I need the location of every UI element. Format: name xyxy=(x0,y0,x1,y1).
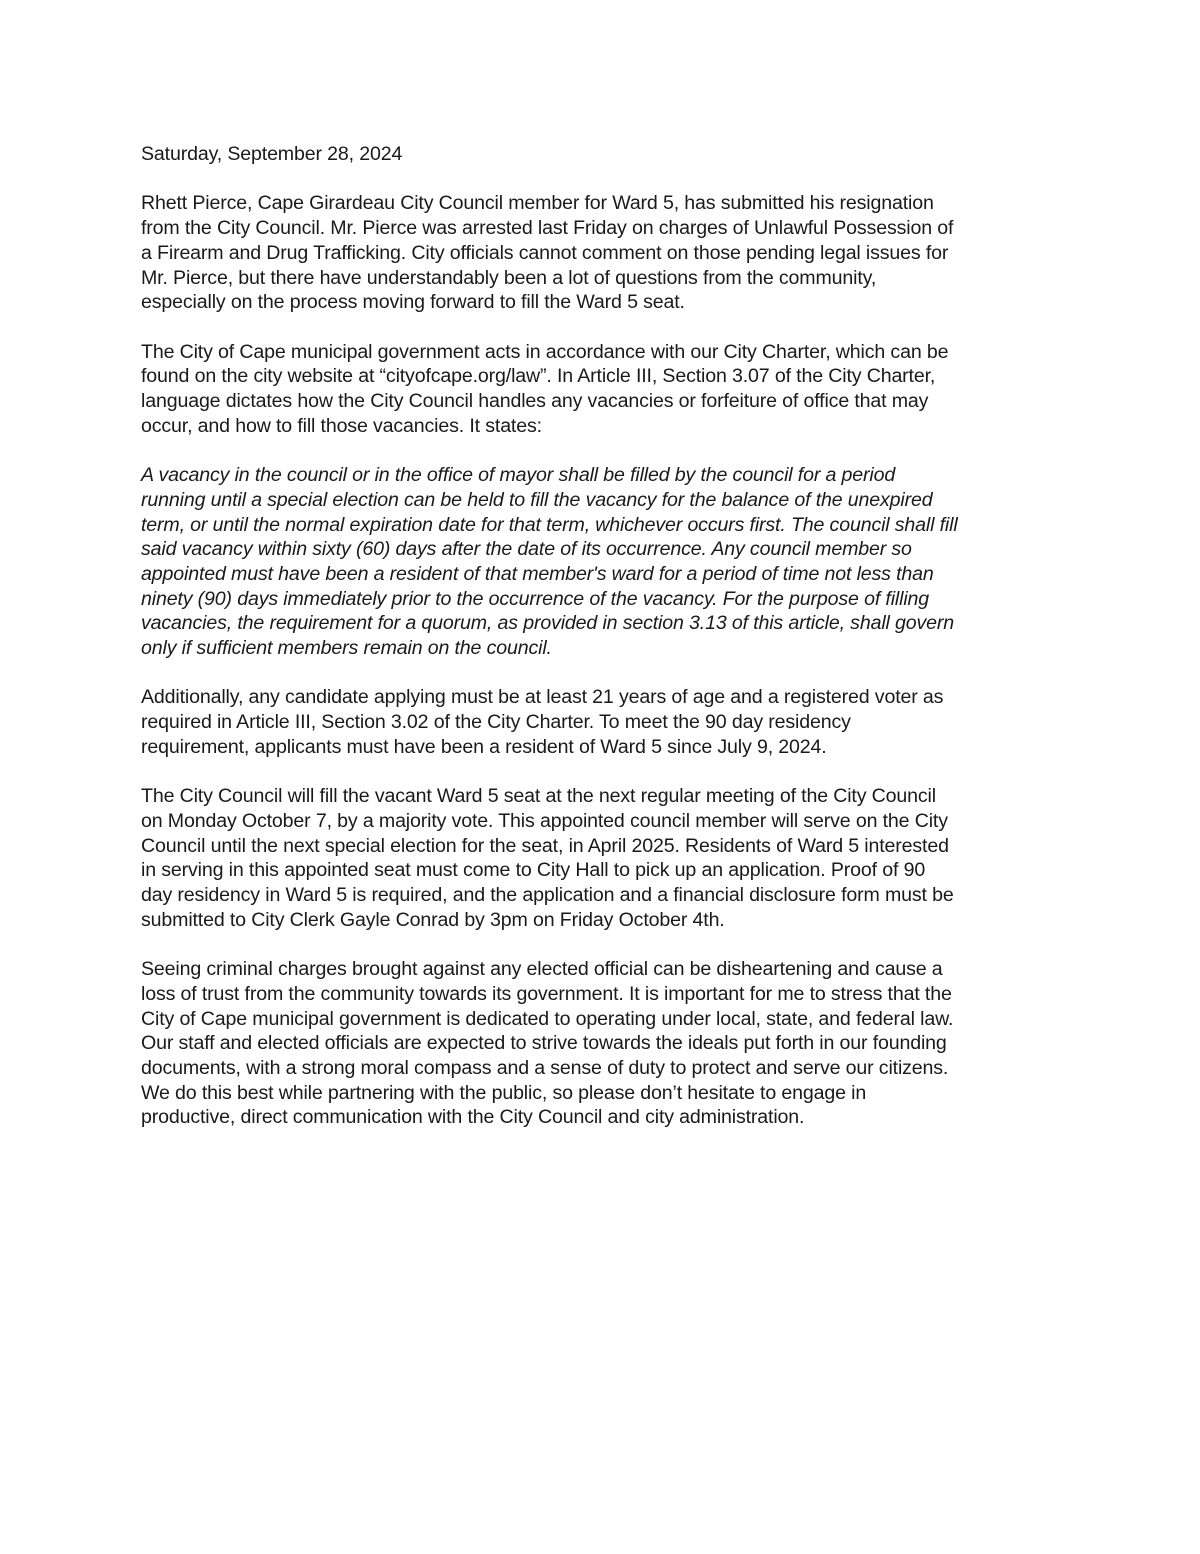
text-line: term, or until the normal expiration date for that term, whichever occurs first. The council shall fill xyxy=(141,513,958,536)
paragraph-resignation xyxy=(141,191,1071,315)
paragraph-closing xyxy=(141,957,1071,1130)
text-line: submitted to City Clerk Gayle Conrad by 3pm on Friday October 4th. xyxy=(141,908,725,931)
letter-date: Saturday, September 28, 2024 xyxy=(141,143,403,165)
text-line: The City Council will fill the vacant Ward 5 seat at the next regular meeting of the City Council xyxy=(141,785,936,808)
text-line: vacancies, the requirement for a quorum, as provided in section 3.13 of this article, shall govern xyxy=(141,612,955,635)
text-line: Council until the next special election for the seat, in April 2025. Residents of Ward 5 interested xyxy=(141,834,949,857)
paragraph-appointment-process xyxy=(141,784,1071,932)
text-line: productive, direct communication with the City Council and city administration. xyxy=(141,1106,805,1129)
text-line: found on the city website at “cityofcape.org/law”. In Article III, Section 3.07 of the City Charter, xyxy=(141,365,936,388)
letter-body xyxy=(141,142,1071,1155)
paragraph-city-charter xyxy=(141,340,1071,439)
text-line: documents, with a strong moral compass and a sense of duty to protect and serve our citizens. xyxy=(141,1056,949,1079)
paragraph-eligibility xyxy=(141,685,1071,759)
text-line: requirement, applicants must have been a resident of Ward 5 since July 9, 2024. xyxy=(141,735,827,758)
text-line: in serving in this appointed seat must come to City Hall to pick up an application. Proof of 90 xyxy=(141,859,926,882)
text-line: Our staff and elected officials are expected to strive towards the ideals put forth in our founding xyxy=(141,1032,947,1055)
text-line: ninety (90) days immediately prior to the occurrence of the vacancy. For the purpose of filling xyxy=(141,587,930,610)
text-line: We do this best while partnering with the public, so please don’t hesitate to engage in xyxy=(141,1081,867,1104)
text-line: appointed must have been a resident of that member's ward for a period of time not less than xyxy=(141,562,934,585)
text-line: Additionally, any candidate applying must be at least 21 years of age and a registered voter as xyxy=(141,686,944,709)
text-line: loss of trust from the community towards its government. It is important for me to stress that the xyxy=(141,982,952,1005)
text-line: only if sufficient members remain on the council. xyxy=(141,637,552,660)
text-line: a Firearm and Drug Trafficking. City officials cannot comment on those pending legal issues for xyxy=(141,241,949,264)
text-line: occur, and how to fill those vacancies. It states: xyxy=(141,414,542,437)
text-line: City of Cape municipal government is dedicated to operating under local, state, and federal law. xyxy=(141,1007,954,1030)
text-line: day residency in Ward 5 is required, and the application and a financial disclosure form must be xyxy=(141,884,954,907)
text-line: Seeing criminal charges brought against any elected official can be disheartening and cause a xyxy=(141,958,943,981)
text-line: required in Article III, Section 3.02 of the City Charter. To meet the 90 day residency xyxy=(141,711,851,734)
text-line: A vacancy in the council or in the office of mayor shall be filled by the council for a period xyxy=(141,464,896,487)
text-line: on Monday October 7, by a majority vote. This appointed council member will serve on the City xyxy=(141,809,948,832)
text-line: running until a special election can be held to fill the vacancy for the balance of the unexpired xyxy=(141,488,933,511)
text-line: Mr. Pierce, but there have understandably been a lot of questions from the community, xyxy=(141,266,877,289)
text-line: said vacancy within sixty (60) days after the date of its occurrence. Any council member so xyxy=(141,538,912,561)
charter-quote xyxy=(141,463,1071,661)
text-line: Rhett Pierce, Cape Girardeau City Council member for Ward 5, has submitted his resignation xyxy=(141,192,934,215)
text-line: language dictates how the City Council handles any vacancies or forfeiture of office that may xyxy=(141,390,929,412)
text-line: from the City Council. Mr. Pierce was arrested last Friday on charges of Unlawful Possession of xyxy=(141,217,954,240)
text-line: especially on the process moving forward to fill the Ward 5 seat. xyxy=(141,291,685,314)
text-line: The City of Cape municipal government acts in accordance with our City Charter, which can be xyxy=(141,340,949,363)
